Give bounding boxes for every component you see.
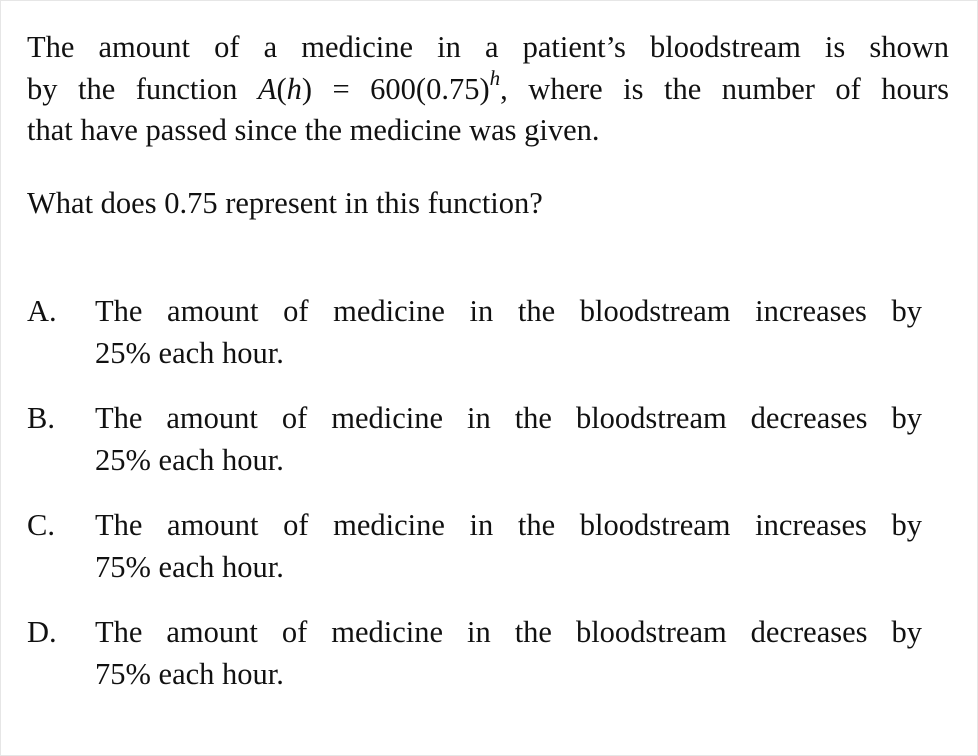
choice-a-line-2: 25% each hour. [95, 335, 284, 370]
choice-c-line-1: The amount of medicine in the bloodstream increases by [95, 508, 922, 542]
function-argument: h [286, 71, 302, 106]
stem-line-3: that have passed since the medicine was given. [27, 113, 600, 147]
choice-b[interactable] [27, 398, 922, 481]
choice-c-text [95, 505, 922, 588]
function-name: A [257, 71, 277, 106]
choice-b-line-2: 25% each hour. [95, 442, 284, 477]
choice-a-text [95, 291, 922, 374]
choice-c-letter: C. [27, 508, 55, 542]
choice-b-line-1: The amount of medicine in the bloodstream decreases by [95, 401, 922, 435]
stem-text-before-function: by the function [27, 71, 258, 106]
question-stem [27, 27, 949, 152]
choice-b-text [95, 398, 922, 481]
stem-text-after-function: , where is the number of hours [500, 71, 950, 106]
choice-c[interactable] [27, 505, 922, 588]
stem-line-1: The amount of a medicine in a patient’s bloodstream is shown [27, 30, 949, 64]
choice-a-line-1: The amount of medicine in the bloodstream increases by [95, 294, 922, 328]
answer-choices [27, 291, 922, 719]
question-prompt: What does 0.75 represent in this function? [27, 186, 543, 220]
choice-c-line-2: 75% each hour. [95, 549, 284, 584]
choice-d-line-2: 75% each hour. [95, 656, 284, 691]
choice-b-letter: B. [27, 401, 55, 435]
function-exponent: h [489, 65, 501, 90]
choice-d-letter: D. [27, 615, 57, 649]
choice-d[interactable] [27, 612, 922, 695]
choice-d-text [95, 612, 922, 695]
function-body: ) = 600(0.75) [301, 71, 490, 106]
choice-d-line-1: The amount of medicine in the bloodstream decreases by [95, 615, 922, 649]
stem-line-2 [27, 65, 950, 111]
function-open-paren: ( [276, 71, 287, 106]
choice-a-letter: A. [27, 294, 57, 328]
choice-a[interactable] [27, 291, 922, 374]
